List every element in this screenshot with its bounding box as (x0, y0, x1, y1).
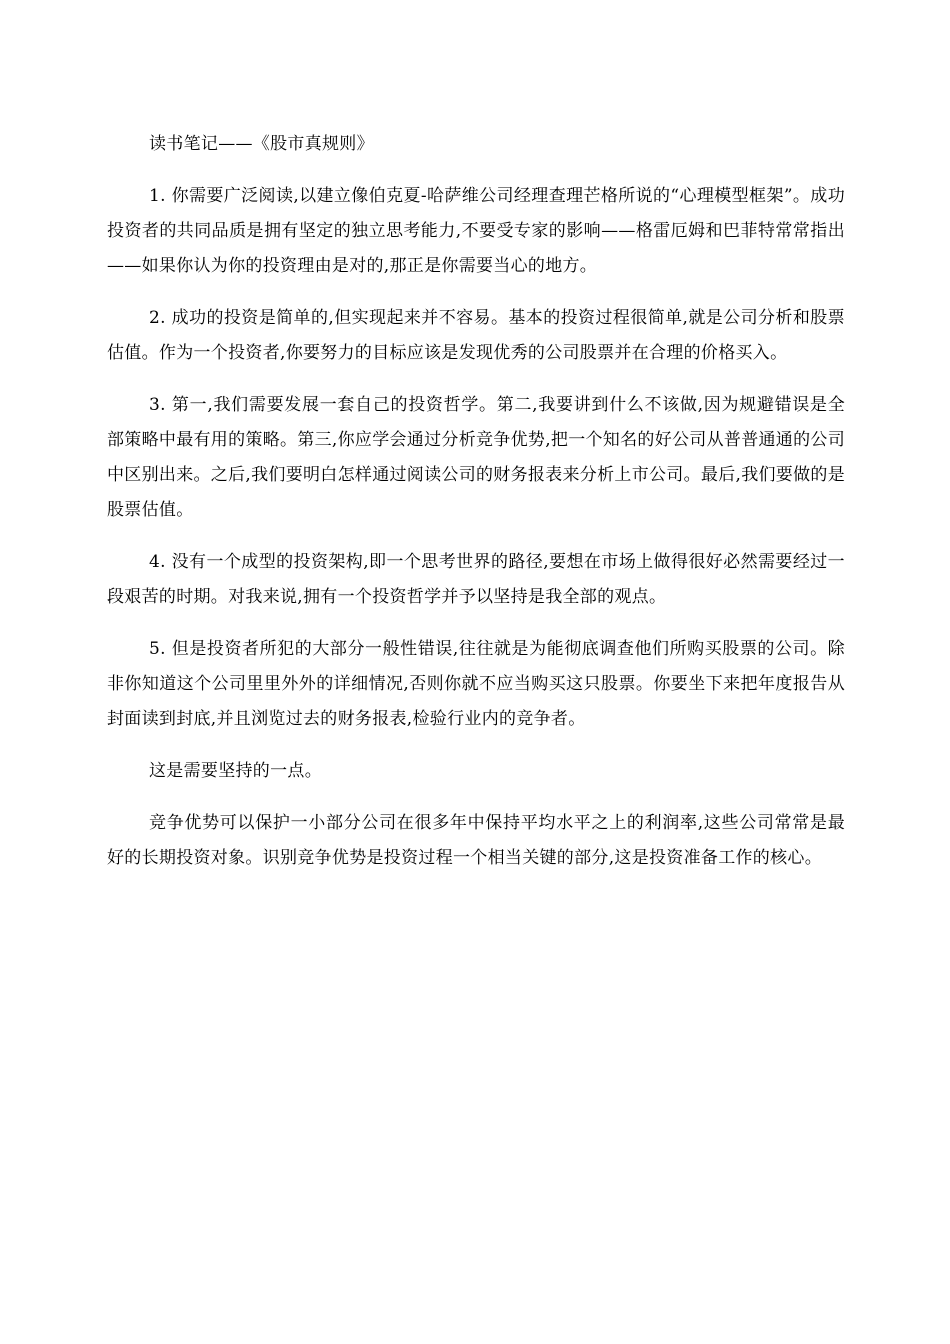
document-title: 读书笔记——《股市真规则》 (149, 134, 374, 154)
paragraph-6: 这是需要坚持的一点。 (149, 761, 322, 781)
paragraph-5: 5. 但是投资者所犯的大部分一般性错误,往往就是为能彻底调查他们所购买股票的公司。除非你知道这个公司里里外外的详细情况,否则你就不应当购买这只股票。你要坐下来把年度报告从封面读到封底,并且浏览过去的财务报表,检验行业内的竞争者。 (107, 639, 845, 729)
paragraph-3: 3. 第一,我们需要发展一套自己的投资哲学。第二,我要讲到什么不该做,因为规避错误是全部策略中最有用的策略。第三,你应学会通过分析竞争优势,把一个知名的好公司从普普通通的公司中区别出来。之后,我们要明白怎样通过阅读公司的财务报表来分析上市公司。最后,我们要做的是股票估值。 (107, 395, 846, 520)
paragraph-1: 1. 你需要广泛阅读,以建立像伯克夏-哈萨维公司经理查理芒格所说的“心理模型框架”。成功投资者的共同品质是拥有坚定的独立思考能力,不要受专家的影响——格雷厄姆和巴菲特常常指出——如果你认为你的投资理由是对的,那正是你需要当心的地方。 (107, 186, 845, 276)
paragraph-2: 2. 成功的投资是简单的,但实现起来并不容易。基本的投资过程很简单,就是公司分析和股票估值。作为一个投资者,你要努力的目标应该是发现优秀的公司股票并在合理的价格买入。 (107, 308, 845, 363)
paragraph-4: 4. 没有一个成型的投资架构,即一个思考世界的路径,要想在市场上做得很好必然需要经过一段艰苦的时期。对我来说,拥有一个投资哲学并予以坚持是我全部的观点。 (107, 552, 845, 607)
paragraph-7: 竞争优势可以保护一小部分公司在很多年中保持平均水平之上的利润率,这些公司常常是最好的长期投资对象。识别竞争优势是投资过程一个相当关键的部分,这是投资准备工作的核心。 (107, 813, 845, 868)
document-page (107, 127, 845, 893)
